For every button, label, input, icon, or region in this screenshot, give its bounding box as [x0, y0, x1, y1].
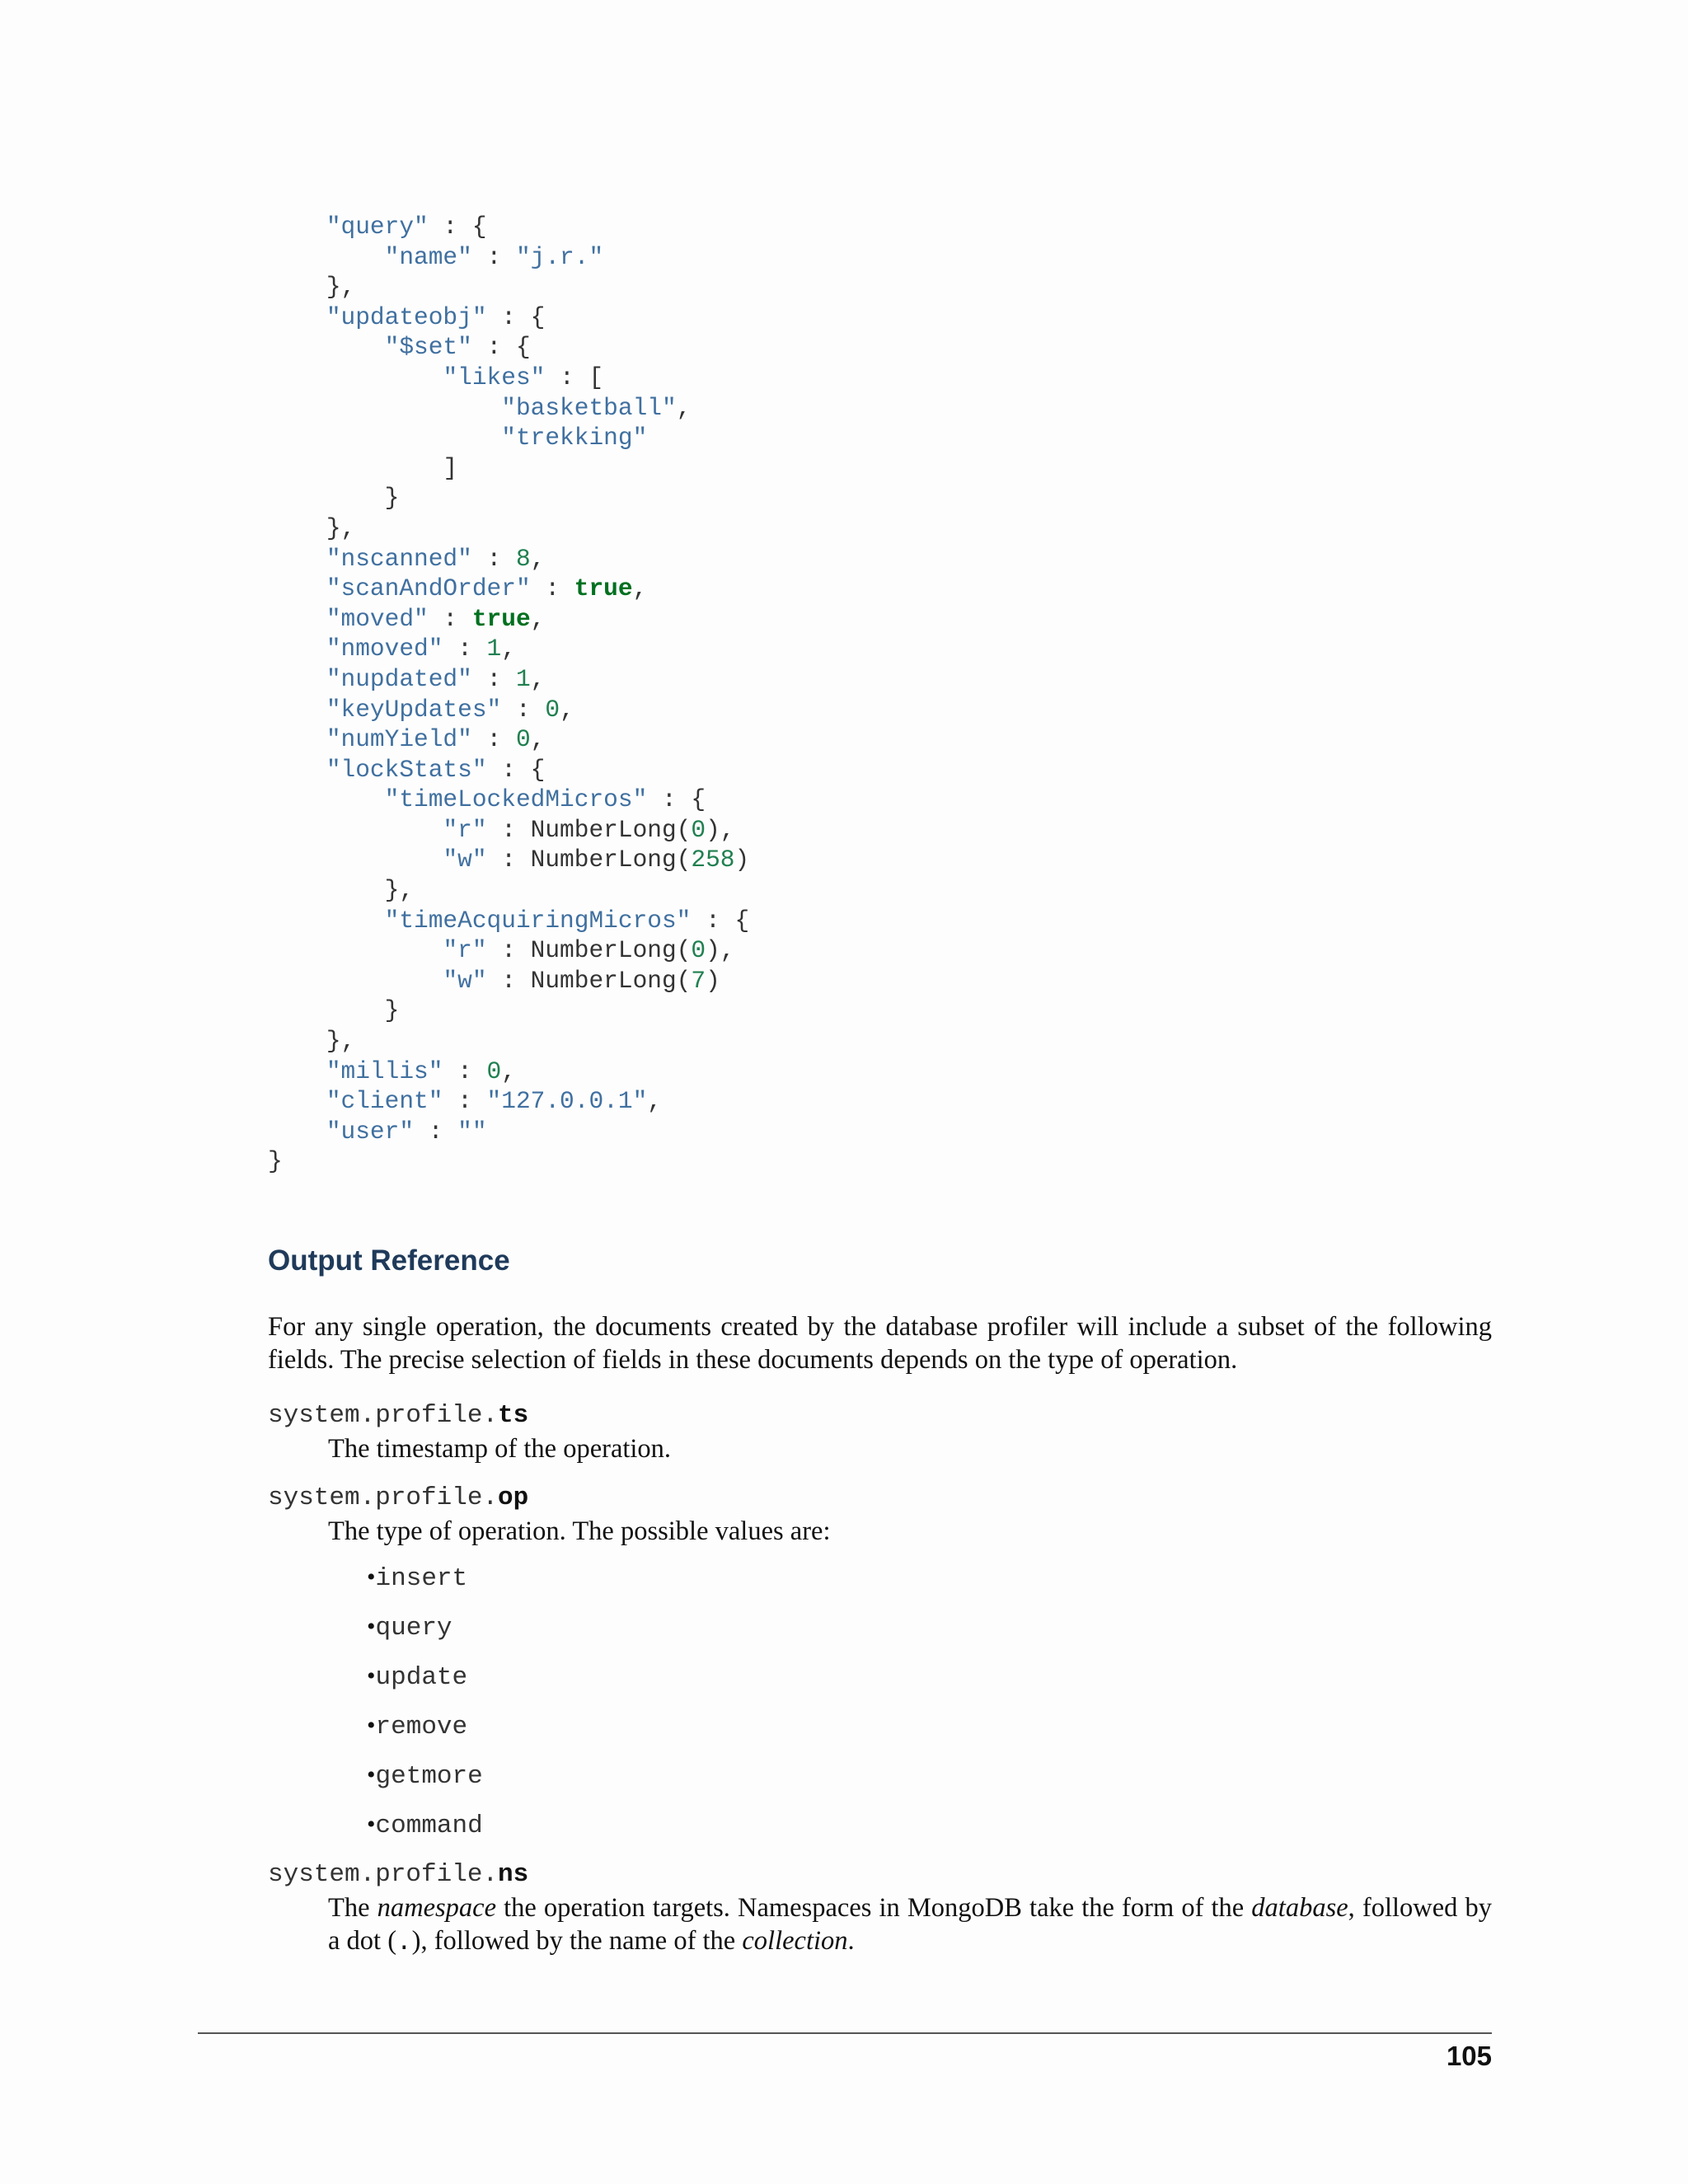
list-item	[367, 1561, 483, 1610]
code-line	[268, 845, 749, 875]
code-line	[268, 935, 749, 966]
field-op	[268, 1482, 1492, 1548]
code-token: : NumberLong(	[486, 966, 692, 995]
code-token: ),	[706, 815, 735, 844]
code-token: "j.r."	[515, 242, 604, 271]
code-token: : {	[428, 213, 487, 241]
code-indent	[268, 907, 385, 935]
code-token: },	[384, 876, 415, 905]
desc-text: the operation targets. Namespaces in MongoDB take the form of the	[496, 1893, 1252, 1923]
namespace-term: namespace	[377, 1893, 497, 1923]
code-line	[268, 996, 749, 1026]
code-line	[268, 272, 749, 302]
code-indent	[268, 514, 326, 542]
code-token: "127.0.0.1"	[486, 1087, 648, 1116]
field-ts-signature	[268, 1399, 1492, 1432]
code-indent	[268, 1057, 326, 1085]
field-ts-prefix: system.profile.	[268, 1401, 499, 1430]
code-indent	[268, 1118, 326, 1146]
code-indent	[268, 574, 326, 602]
code-indent	[268, 846, 443, 874]
code-indent	[268, 816, 443, 844]
code-token: "millis"	[326, 1057, 443, 1085]
op-values-list	[367, 1561, 483, 1858]
desc-text: The	[328, 1893, 377, 1923]
op-value: command	[375, 1811, 483, 1840]
code-token: ,	[530, 604, 546, 633]
section-heading: Output Reference	[268, 1244, 510, 1277]
code-token: ,	[530, 725, 546, 754]
op-value: query	[375, 1614, 452, 1643]
code-token: "updateobj"	[326, 302, 487, 331]
code-token: },	[326, 273, 356, 302]
code-token: :	[443, 635, 487, 663]
code-token: :	[443, 1087, 487, 1116]
code-token: "likes"	[443, 363, 546, 391]
list-item	[367, 1610, 483, 1660]
code-token: "keyUpdates"	[326, 695, 502, 724]
code-line	[268, 513, 749, 544]
op-value: getmore	[375, 1762, 483, 1791]
code-token: ,	[676, 393, 692, 422]
code-indent	[268, 785, 385, 813]
code-line	[268, 574, 749, 604]
code-token: : {	[486, 302, 546, 331]
code-token: ),	[706, 936, 735, 965]
bullet: •	[367, 1563, 376, 1591]
code-indent	[268, 1027, 326, 1055]
field-op-name: op	[498, 1483, 529, 1512]
code-token: : [	[545, 363, 604, 391]
code-indent	[268, 484, 385, 512]
code-line	[268, 1117, 749, 1147]
code-token: "timeLockedMicros"	[384, 785, 648, 814]
code-token: 1	[515, 664, 531, 693]
op-value: insert	[375, 1564, 468, 1593]
code-token: "r"	[443, 815, 487, 844]
code-token: }	[384, 996, 400, 1025]
list-item	[367, 1709, 483, 1759]
field-ns	[268, 1858, 1492, 1960]
code-indent	[268, 876, 385, 904]
code-token: "trekking"	[501, 424, 648, 452]
code-token: : {	[471, 333, 531, 362]
bullet: •	[367, 1662, 376, 1690]
page-number: 105	[1446, 2041, 1492, 2071]
code-line	[268, 1026, 749, 1057]
code-token: "nmoved"	[326, 635, 443, 663]
code-indent	[268, 1087, 326, 1115]
code-token: ,	[501, 635, 516, 663]
field-ns-prefix: system.profile.	[268, 1860, 499, 1889]
code-token: },	[326, 513, 356, 542]
field-ns-name: ns	[498, 1860, 529, 1889]
field-op-description: The type of operation. The possible values are:	[328, 1516, 831, 1546]
code-indent	[268, 424, 501, 452]
field-ts	[268, 1399, 1492, 1465]
field-op-prefix: system.profile.	[268, 1483, 499, 1512]
code-token: 1	[486, 635, 502, 663]
code-line	[268, 664, 749, 695]
desc-text: .	[847, 1926, 855, 1956]
code-indent	[268, 605, 326, 633]
code-line	[268, 423, 749, 453]
code-token: : {	[647, 785, 706, 814]
code-line	[268, 785, 749, 815]
desc-text: , followed by a dot (	[328, 1893, 1492, 1956]
bullet: •	[367, 1613, 376, 1640]
code-line	[268, 1086, 749, 1117]
code-token: : {	[486, 755, 546, 784]
code-token: "basketball"	[501, 393, 677, 422]
code-token: :	[428, 604, 472, 633]
code-token: :	[471, 242, 516, 271]
database-term: database	[1251, 1893, 1348, 1923]
code-token: "moved"	[326, 604, 429, 633]
section-intro: For any single operation, the documents created by the database profiler will include a subset of the following fields. The precise selection of fields in these documents depends on the type of operation.	[268, 1312, 1492, 1375]
code-line	[268, 724, 749, 755]
code-token: 0	[545, 695, 560, 724]
code-line	[268, 483, 749, 513]
code-line	[268, 393, 749, 424]
field-op-signature	[268, 1482, 1492, 1515]
code-token: 8	[515, 544, 531, 573]
code-token: "query"	[326, 213, 429, 241]
code-token: : {	[691, 906, 750, 935]
code-indent	[268, 303, 326, 331]
code-indent	[268, 665, 326, 693]
code-token: )	[706, 966, 720, 995]
code-indent	[268, 333, 385, 361]
code-token: "name"	[384, 242, 472, 271]
code-indent	[268, 454, 443, 482]
code-token: "numYield"	[326, 725, 472, 754]
code-line	[268, 906, 749, 936]
code-token: 0	[486, 1057, 502, 1085]
op-value: update	[375, 1663, 468, 1692]
code-line	[268, 634, 749, 664]
code-token: ""	[457, 1117, 487, 1146]
code-token: :	[471, 664, 516, 693]
code-token: ,	[560, 695, 574, 724]
field-ts-name: ts	[498, 1401, 529, 1430]
code-line	[268, 363, 749, 393]
code-line	[268, 453, 749, 484]
code-token: "user"	[326, 1117, 415, 1146]
code-token: 0	[515, 725, 531, 754]
code-line	[268, 755, 749, 785]
code-line	[268, 1057, 749, 1087]
code-token: "r"	[443, 936, 487, 965]
field-ts-description: The timestamp of the operation.	[328, 1434, 672, 1464]
code-indent	[268, 756, 326, 784]
code-token: "timeAcquiringMicros"	[384, 906, 692, 935]
code-token: ,	[530, 664, 546, 693]
code-line	[268, 815, 749, 846]
code-token: 0	[691, 815, 706, 844]
code-indent	[268, 936, 443, 964]
list-item	[367, 1759, 483, 1808]
collection-term: collection	[742, 1926, 848, 1956]
code-line	[268, 302, 749, 333]
code-indent	[268, 635, 326, 663]
code-token: 7	[691, 966, 706, 995]
code-token: :	[471, 725, 516, 754]
code-line	[268, 695, 749, 725]
field-ns-description	[268, 1891, 1492, 1960]
code-indent	[268, 996, 385, 1024]
code-indent	[268, 243, 385, 271]
code-token: },	[326, 1027, 356, 1056]
code-token: "lockStats"	[326, 755, 487, 784]
code-token: "w"	[443, 966, 487, 995]
code-token: : NumberLong(	[486, 815, 692, 844]
code-indent	[268, 545, 326, 573]
footer-rule	[198, 2032, 1492, 2034]
code-token: ,	[530, 544, 546, 573]
code-token: 0	[691, 936, 706, 965]
list-item	[367, 1660, 483, 1709]
code-token: "client"	[326, 1087, 443, 1116]
field-ns-signature	[268, 1858, 1492, 1891]
code-token: :	[530, 574, 574, 603]
code-token: "nupdated"	[326, 664, 472, 693]
code-line	[268, 875, 749, 906]
code-token: 258	[691, 846, 735, 874]
code-token: true	[471, 604, 531, 633]
code-token: "$set"	[384, 333, 472, 362]
code-indent	[268, 696, 326, 724]
op-value: remove	[375, 1713, 468, 1741]
code-token: ,	[632, 574, 648, 603]
code-indent	[268, 725, 326, 753]
code-token: ,	[647, 1087, 662, 1116]
bullet: •	[367, 1761, 376, 1788]
code-token: :	[501, 695, 546, 724]
code-token: )	[734, 846, 750, 874]
code-token: :	[471, 544, 516, 573]
dot-code: .	[396, 1929, 412, 1957]
code-line	[268, 242, 749, 273]
code-token: :	[414, 1117, 458, 1146]
code-line	[268, 604, 749, 635]
code-token: : NumberLong(	[486, 936, 692, 965]
code-line	[268, 1146, 749, 1177]
code-token: "scanAndOrder"	[326, 574, 531, 603]
code-token: "w"	[443, 846, 487, 874]
code-token: true	[574, 574, 633, 603]
code-block	[268, 212, 749, 1177]
code-line	[268, 966, 749, 996]
list-item	[367, 1808, 483, 1858]
desc-text: ), followed by the name of the	[411, 1926, 743, 1956]
code-token: "nscanned"	[326, 544, 472, 573]
code-token: ]	[443, 453, 458, 482]
code-indent	[268, 273, 326, 301]
code-line	[268, 332, 749, 363]
code-line	[268, 544, 749, 574]
code-indent	[268, 363, 443, 391]
bullet: •	[367, 1811, 376, 1838]
code-token: :	[443, 1057, 487, 1085]
code-indent	[268, 394, 501, 422]
bullet: •	[367, 1712, 376, 1739]
code-token: }	[384, 484, 400, 513]
code-token: }	[268, 1147, 283, 1176]
code-indent	[268, 213, 326, 241]
code-indent	[268, 967, 443, 995]
code-token: ,	[501, 1057, 516, 1085]
code-line	[268, 212, 749, 242]
code-token: : NumberLong(	[486, 846, 692, 874]
